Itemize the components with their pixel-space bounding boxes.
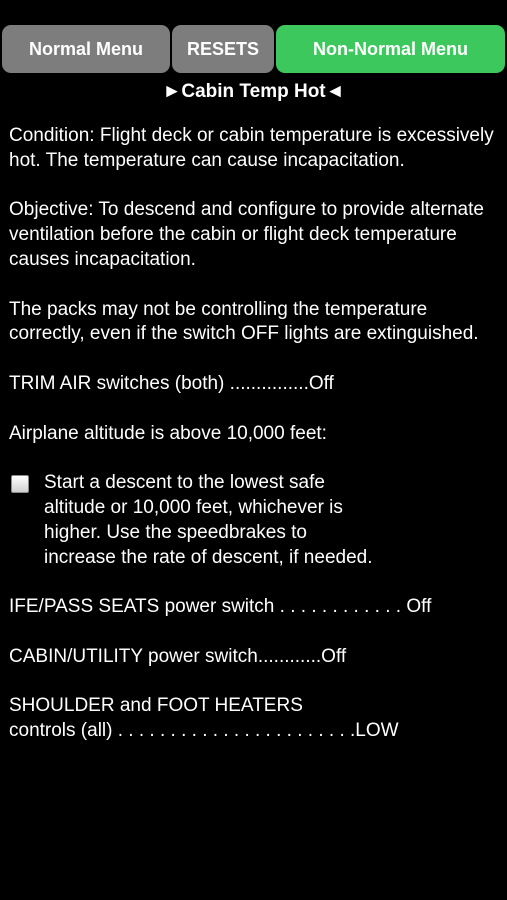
- normal-menu-button[interactable]: Normal Menu: [2, 25, 170, 73]
- packs-note-text: The packs may not be controlling the temperature correctly, even if the switch OFF lights are extinguished.: [9, 298, 479, 345]
- checklist-title: ►Cabin Temp Hot◄: [162, 81, 345, 102]
- cabin-utility-step: CABIN/UTILITY power switch............Off: [9, 645, 347, 667]
- shoulder-foot-heaters-line2: controls (all) . . . . . . . . . . . . . . . . . . . . . . .LOW: [9, 720, 399, 742]
- trim-air-step: TRIM AIR switches (both) ...............Off: [9, 372, 334, 394]
- objective-text: Objective: To descend and configure to provide alternate ventilation before the cabin or flight deck temperature causes incapacitation.: [9, 199, 484, 270]
- menu-tab-bar: [2, 25, 505, 75]
- resets-button[interactable]: RESETS: [172, 25, 274, 73]
- descent-step-text: Start a descent to the lowest safe altitude or 10,000 feet, whichever is higher. Use the speedbrakes to increase the rate of descent, if needed.: [44, 472, 373, 568]
- descent-step-checkbox[interactable]: [11, 475, 29, 493]
- checklist-body: [9, 124, 501, 769]
- altitude-condition-text: Airplane altitude is above 10,000 feet:: [9, 422, 327, 444]
- descent-step-row: [9, 471, 501, 570]
- condition-text: Condition: Flight deck or cabin temperature is excessively hot. The temperature can cause incapacitation.: [9, 125, 494, 171]
- shoulder-foot-heaters-line1: SHOULDER and FOOT HEATERS: [9, 695, 303, 717]
- shoulder-foot-heaters-step: [9, 694, 501, 744]
- ife-pass-seats-step: IFE/PASS SEATS power switch . . . . . . . . . . . . Off: [9, 596, 432, 618]
- non-normal-menu-button[interactable]: Non-Normal Menu: [276, 25, 505, 73]
